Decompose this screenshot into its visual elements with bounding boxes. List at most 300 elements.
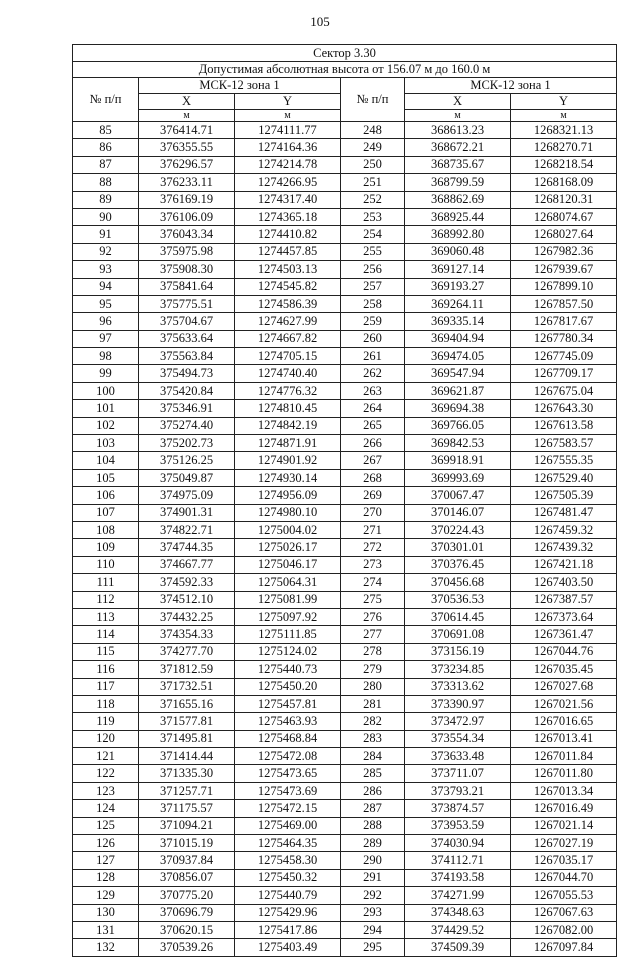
x-value-left: 370539.26 (139, 939, 235, 956)
point-number-left: 87 (73, 156, 139, 173)
x-value-right: 370691.08 (405, 626, 511, 643)
point-number-left: 86 (73, 139, 139, 156)
x-value-right: 369193.27 (405, 278, 511, 295)
x-value-left: 375563.84 (139, 348, 235, 365)
x-value-right: 374193.58 (405, 869, 511, 886)
x-value-left: 371335.30 (139, 765, 235, 782)
table-row (73, 713, 617, 730)
point-number-right: 290 (341, 852, 405, 869)
x-value-left: 374432.25 (139, 608, 235, 625)
point-number-right: 260 (341, 330, 405, 347)
table-row (73, 921, 617, 938)
y-value-left: 1275403.49 (235, 939, 341, 956)
x-value-left: 374277.70 (139, 643, 235, 660)
point-number-left: 127 (73, 852, 139, 869)
point-number-right: 275 (341, 591, 405, 608)
y-value-left: 1275124.02 (235, 643, 341, 660)
y-value-left: 1274810.45 (235, 400, 341, 417)
allowed-height-caption: Допустимая абсолютная высота от 156.07 м до 160.0 м (73, 62, 617, 78)
table-row (73, 521, 617, 538)
point-number-right: 262 (341, 365, 405, 382)
x-value-right: 374112.71 (405, 852, 511, 869)
point-number-left: 109 (73, 539, 139, 556)
point-number-right: 288 (341, 817, 405, 834)
y-value-left: 1274317.40 (235, 191, 341, 208)
point-number-right: 270 (341, 504, 405, 521)
y-value-right: 1267035.45 (511, 661, 617, 678)
y-value-left: 1274214.78 (235, 156, 341, 173)
point-number-left: 96 (73, 313, 139, 330)
x-value-left: 374667.77 (139, 556, 235, 573)
x-value-left: 376043.34 (139, 226, 235, 243)
table-row (73, 765, 617, 782)
table-row (73, 208, 617, 225)
x-value-left: 371094.21 (139, 817, 235, 834)
y-value-right: 1267011.84 (511, 748, 617, 765)
x-value-left: 374822.71 (139, 521, 235, 538)
table-row (73, 643, 617, 660)
table-row (73, 469, 617, 486)
x-value-left: 374744.35 (139, 539, 235, 556)
point-number-right: 291 (341, 869, 405, 886)
x-value-left: 375346.91 (139, 400, 235, 417)
table-row (73, 174, 617, 191)
y-value-right: 1267013.41 (511, 730, 617, 747)
table-row (73, 278, 617, 295)
y-value-right: 1267817.67 (511, 313, 617, 330)
point-number-right: 282 (341, 713, 405, 730)
y-value-right: 1267529.40 (511, 469, 617, 486)
point-number-right: 295 (341, 939, 405, 956)
x-value-left: 376169.19 (139, 191, 235, 208)
y-value-left: 1274980.10 (235, 504, 341, 521)
x-header-right: X (405, 94, 511, 110)
y-value-left: 1275469.00 (235, 817, 341, 834)
x-value-left: 371257.71 (139, 782, 235, 799)
point-number-left: 107 (73, 504, 139, 521)
y-value-left: 1275463.93 (235, 713, 341, 730)
x-value-right: 368992.80 (405, 226, 511, 243)
y-value-left: 1274901.92 (235, 452, 341, 469)
point-number-left: 85 (73, 122, 139, 139)
point-number-right: 285 (341, 765, 405, 782)
y-value-left: 1275472.08 (235, 748, 341, 765)
x-value-left: 370856.07 (139, 869, 235, 886)
point-number-left: 102 (73, 417, 139, 434)
x-value-right: 370536.53 (405, 591, 511, 608)
y-value-left: 1274266.95 (235, 174, 341, 191)
y-value-right: 1267939.67 (511, 261, 617, 278)
x-value-right: 370456.68 (405, 574, 511, 591)
x-value-right: 368613.23 (405, 122, 511, 139)
y-value-left: 1275473.69 (235, 782, 341, 799)
point-number-left: 125 (73, 817, 139, 834)
x-value-right: 369547.94 (405, 365, 511, 382)
point-number-left: 128 (73, 869, 139, 886)
point-number-right: 266 (341, 435, 405, 452)
point-number-right: 294 (341, 921, 405, 938)
point-number-right: 261 (341, 348, 405, 365)
point-number-left: 132 (73, 939, 139, 956)
y-value-right: 1267082.00 (511, 921, 617, 938)
table-row (73, 261, 617, 278)
table-body (73, 122, 617, 957)
x-value-left: 371175.57 (139, 800, 235, 817)
point-number-left: 104 (73, 452, 139, 469)
point-number-right: 271 (341, 521, 405, 538)
y-value-right: 1267044.70 (511, 869, 617, 886)
y-value-left: 1274545.82 (235, 278, 341, 295)
x-value-left: 371732.51 (139, 678, 235, 695)
point-number-left: 90 (73, 208, 139, 225)
x-value-right: 373711.07 (405, 765, 511, 782)
table-row (73, 122, 617, 139)
x-value-right: 368862.69 (405, 191, 511, 208)
point-number-right: 251 (341, 174, 405, 191)
y-value-left: 1274956.09 (235, 487, 341, 504)
y-value-left: 1274871.91 (235, 435, 341, 452)
x-value-left: 375202.73 (139, 435, 235, 452)
table-row (73, 156, 617, 173)
x-value-right: 373554.34 (405, 730, 511, 747)
x-value-left: 375704.67 (139, 313, 235, 330)
y-value-right: 1268120.31 (511, 191, 617, 208)
y-value-right: 1267613.58 (511, 417, 617, 434)
table-row (73, 539, 617, 556)
point-number-left: 97 (73, 330, 139, 347)
x-value-right: 373313.62 (405, 678, 511, 695)
y-value-left: 1275429.96 (235, 904, 341, 921)
point-number-right: 263 (341, 382, 405, 399)
x-value-left: 375841.64 (139, 278, 235, 295)
y-value-right: 1267044.76 (511, 643, 617, 660)
point-number-left: 126 (73, 835, 139, 852)
x-value-left: 371655.16 (139, 695, 235, 712)
point-number-right: 268 (341, 469, 405, 486)
x-value-right: 369474.05 (405, 348, 511, 365)
table-row (73, 748, 617, 765)
x-value-right: 373953.59 (405, 817, 511, 834)
y-value-right: 1267021.14 (511, 817, 617, 834)
y-value-right: 1267373.64 (511, 608, 617, 625)
y-value-right: 1267555.35 (511, 452, 617, 469)
table-row (73, 939, 617, 956)
table-row (73, 678, 617, 695)
point-number-left: 105 (73, 469, 139, 486)
unit-x-right: м (405, 110, 511, 122)
table-row (73, 591, 617, 608)
y-value-left: 1274930.14 (235, 469, 341, 486)
x-value-left: 371577.81 (139, 713, 235, 730)
point-number-right: 287 (341, 800, 405, 817)
y-value-left: 1274457.85 (235, 243, 341, 260)
point-number-left: 91 (73, 226, 139, 243)
x-value-right: 373874.57 (405, 800, 511, 817)
table-row (73, 348, 617, 365)
point-number-right: 256 (341, 261, 405, 278)
x-value-left: 375494.73 (139, 365, 235, 382)
table-row (73, 504, 617, 521)
y-value-left: 1275473.65 (235, 765, 341, 782)
y-value-left: 1275450.20 (235, 678, 341, 695)
table-row (73, 400, 617, 417)
x-value-right: 374429.52 (405, 921, 511, 938)
x-value-right: 373472.97 (405, 713, 511, 730)
point-number-right: 277 (341, 626, 405, 643)
table-row (73, 661, 617, 678)
point-number-left: 120 (73, 730, 139, 747)
point-number-left: 101 (73, 400, 139, 417)
y-value-right: 1267643.30 (511, 400, 617, 417)
point-number-right: 248 (341, 122, 405, 139)
x-value-left: 374354.33 (139, 626, 235, 643)
x-value-left: 374592.33 (139, 574, 235, 591)
point-number-right: 274 (341, 574, 405, 591)
table-row (73, 191, 617, 208)
y-value-right: 1267027.19 (511, 835, 617, 852)
num-header-right: № п/п (341, 78, 405, 122)
table-row (73, 887, 617, 904)
x-value-left: 371812.59 (139, 661, 235, 678)
x-value-left: 371414.44 (139, 748, 235, 765)
point-number-left: 117 (73, 678, 139, 695)
point-number-left: 123 (73, 782, 139, 799)
point-number-right: 269 (341, 487, 405, 504)
x-value-left: 370775.20 (139, 887, 235, 904)
y-value-left: 1275440.79 (235, 887, 341, 904)
table-row (73, 800, 617, 817)
x-value-left: 371495.81 (139, 730, 235, 747)
table-row (73, 869, 617, 886)
point-number-left: 93 (73, 261, 139, 278)
x-value-right: 374509.39 (405, 939, 511, 956)
point-number-left: 129 (73, 887, 139, 904)
table-row (73, 313, 617, 330)
y-value-left: 1275081.99 (235, 591, 341, 608)
y-value-right: 1267016.49 (511, 800, 617, 817)
y-value-right: 1268027.64 (511, 226, 617, 243)
y-value-left: 1274667.82 (235, 330, 341, 347)
y-value-left: 1274740.40 (235, 365, 341, 382)
y-value-right: 1267421.18 (511, 556, 617, 573)
point-number-left: 119 (73, 713, 139, 730)
y-value-left: 1275450.32 (235, 869, 341, 886)
x-value-right: 373793.21 (405, 782, 511, 799)
y-value-right: 1268218.54 (511, 156, 617, 173)
point-number-right: 289 (341, 835, 405, 852)
x-value-left: 370937.84 (139, 852, 235, 869)
y-value-right: 1267021.56 (511, 695, 617, 712)
unit-x-left: м (139, 110, 235, 122)
zone-header-left: МСК-12 зона 1 (139, 78, 341, 94)
point-number-left: 130 (73, 904, 139, 921)
point-number-left: 116 (73, 661, 139, 678)
table-row (73, 487, 617, 504)
point-number-left: 95 (73, 295, 139, 312)
x-value-right: 368735.67 (405, 156, 511, 173)
y-value-left: 1275097.92 (235, 608, 341, 625)
y-value-right: 1268074.67 (511, 208, 617, 225)
y-header-left: Y (235, 94, 341, 110)
x-value-left: 374901.31 (139, 504, 235, 521)
x-value-right: 374030.94 (405, 835, 511, 852)
y-value-right: 1267709.17 (511, 365, 617, 382)
point-number-right: 249 (341, 139, 405, 156)
x-value-right: 374348.63 (405, 904, 511, 921)
y-value-right: 1267505.39 (511, 487, 617, 504)
y-value-right: 1267387.57 (511, 591, 617, 608)
x-value-right: 369842.53 (405, 435, 511, 452)
x-value-right: 368925.44 (405, 208, 511, 225)
point-number-left: 88 (73, 174, 139, 191)
point-number-right: 267 (341, 452, 405, 469)
point-number-right: 250 (341, 156, 405, 173)
x-value-right: 369127.14 (405, 261, 511, 278)
point-number-right: 253 (341, 208, 405, 225)
y-value-left: 1275417.86 (235, 921, 341, 938)
y-value-right: 1267899.10 (511, 278, 617, 295)
x-value-right: 369766.05 (405, 417, 511, 434)
x-value-left: 375274.40 (139, 417, 235, 434)
point-number-right: 252 (341, 191, 405, 208)
point-number-left: 115 (73, 643, 139, 660)
y-value-left: 1275457.81 (235, 695, 341, 712)
point-number-right: 264 (341, 400, 405, 417)
y-value-right: 1267439.32 (511, 539, 617, 556)
y-value-left: 1275111.85 (235, 626, 341, 643)
x-value-left: 375775.51 (139, 295, 235, 312)
table-row (73, 295, 617, 312)
x-value-right: 369918.91 (405, 452, 511, 469)
x-value-left: 370620.15 (139, 921, 235, 938)
table-row (73, 330, 617, 347)
table-row (73, 904, 617, 921)
y-value-left: 1275004.02 (235, 521, 341, 538)
table-row (73, 730, 617, 747)
x-value-right: 369993.69 (405, 469, 511, 486)
point-number-left: 121 (73, 748, 139, 765)
x-value-right: 370614.45 (405, 608, 511, 625)
y-value-left: 1274776.32 (235, 382, 341, 399)
point-number-right: 283 (341, 730, 405, 747)
y-header-right: Y (511, 94, 617, 110)
y-value-left: 1274705.15 (235, 348, 341, 365)
point-number-left: 113 (73, 608, 139, 625)
table-row (73, 574, 617, 591)
point-number-left: 111 (73, 574, 139, 591)
x-value-left: 374512.10 (139, 591, 235, 608)
point-number-right: 281 (341, 695, 405, 712)
x-value-right: 373156.19 (405, 643, 511, 660)
x-value-left: 375420.84 (139, 382, 235, 399)
point-number-left: 103 (73, 435, 139, 452)
x-value-right: 370301.01 (405, 539, 511, 556)
point-number-left: 114 (73, 626, 139, 643)
y-value-left: 1275468.84 (235, 730, 341, 747)
point-number-right: 258 (341, 295, 405, 312)
y-value-right: 1267011.80 (511, 765, 617, 782)
num-header-left: № п/п (73, 78, 139, 122)
table-row (73, 608, 617, 625)
point-number-left: 106 (73, 487, 139, 504)
y-value-left: 1274410.82 (235, 226, 341, 243)
x-value-right: 369404.94 (405, 330, 511, 347)
point-number-right: 292 (341, 887, 405, 904)
point-number-right: 257 (341, 278, 405, 295)
x-value-right: 369335.14 (405, 313, 511, 330)
point-number-right: 254 (341, 226, 405, 243)
y-value-left: 1274503.13 (235, 261, 341, 278)
point-number-right: 265 (341, 417, 405, 434)
table-row (73, 782, 617, 799)
table-row (73, 835, 617, 852)
y-value-right: 1267016.65 (511, 713, 617, 730)
y-value-right: 1267035.17 (511, 852, 617, 869)
table-row (73, 243, 617, 260)
table-row (73, 695, 617, 712)
y-value-right: 1267583.57 (511, 435, 617, 452)
point-number-left: 112 (73, 591, 139, 608)
point-number-left: 124 (73, 800, 139, 817)
page-number: 105 (310, 14, 330, 29)
y-value-right: 1267459.32 (511, 521, 617, 538)
table-row (73, 435, 617, 452)
y-value-left: 1275046.17 (235, 556, 341, 573)
y-value-right: 1267780.34 (511, 330, 617, 347)
x-value-left: 376355.55 (139, 139, 235, 156)
table-row (73, 852, 617, 869)
unit-y-right: м (511, 110, 617, 122)
x-value-right: 370067.47 (405, 487, 511, 504)
y-value-right: 1267481.47 (511, 504, 617, 521)
y-value-right: 1267027.68 (511, 678, 617, 695)
point-number-right: 279 (341, 661, 405, 678)
y-value-right: 1268168.09 (511, 174, 617, 191)
zone-header-right: МСК-12 зона 1 (405, 78, 617, 94)
x-value-right: 369621.87 (405, 382, 511, 399)
unit-y-left: м (235, 110, 341, 122)
x-value-right: 373390.97 (405, 695, 511, 712)
point-number-right: 278 (341, 643, 405, 660)
y-value-right: 1267013.34 (511, 782, 617, 799)
x-value-left: 375975.98 (139, 243, 235, 260)
point-number-left: 94 (73, 278, 139, 295)
point-number-right: 255 (341, 243, 405, 260)
point-number-left: 108 (73, 521, 139, 538)
point-number-left: 122 (73, 765, 139, 782)
point-number-right: 286 (341, 782, 405, 799)
x-value-left: 375633.64 (139, 330, 235, 347)
x-value-right: 370146.07 (405, 504, 511, 521)
point-number-right: 276 (341, 608, 405, 625)
x-value-left: 375908.30 (139, 261, 235, 278)
table-row (73, 365, 617, 382)
x-value-left: 376106.09 (139, 208, 235, 225)
point-number-right: 259 (341, 313, 405, 330)
y-value-left: 1274164.36 (235, 139, 341, 156)
table-row (73, 556, 617, 573)
x-value-right: 370224.43 (405, 521, 511, 538)
table-row (73, 226, 617, 243)
point-number-left: 99 (73, 365, 139, 382)
point-number-left: 98 (73, 348, 139, 365)
table-row (73, 626, 617, 643)
x-value-left: 375049.87 (139, 469, 235, 486)
y-value-right: 1267097.84 (511, 939, 617, 956)
table-row (73, 417, 617, 434)
point-number-right: 284 (341, 748, 405, 765)
sector-title: Сектор 3.30 (73, 45, 617, 62)
